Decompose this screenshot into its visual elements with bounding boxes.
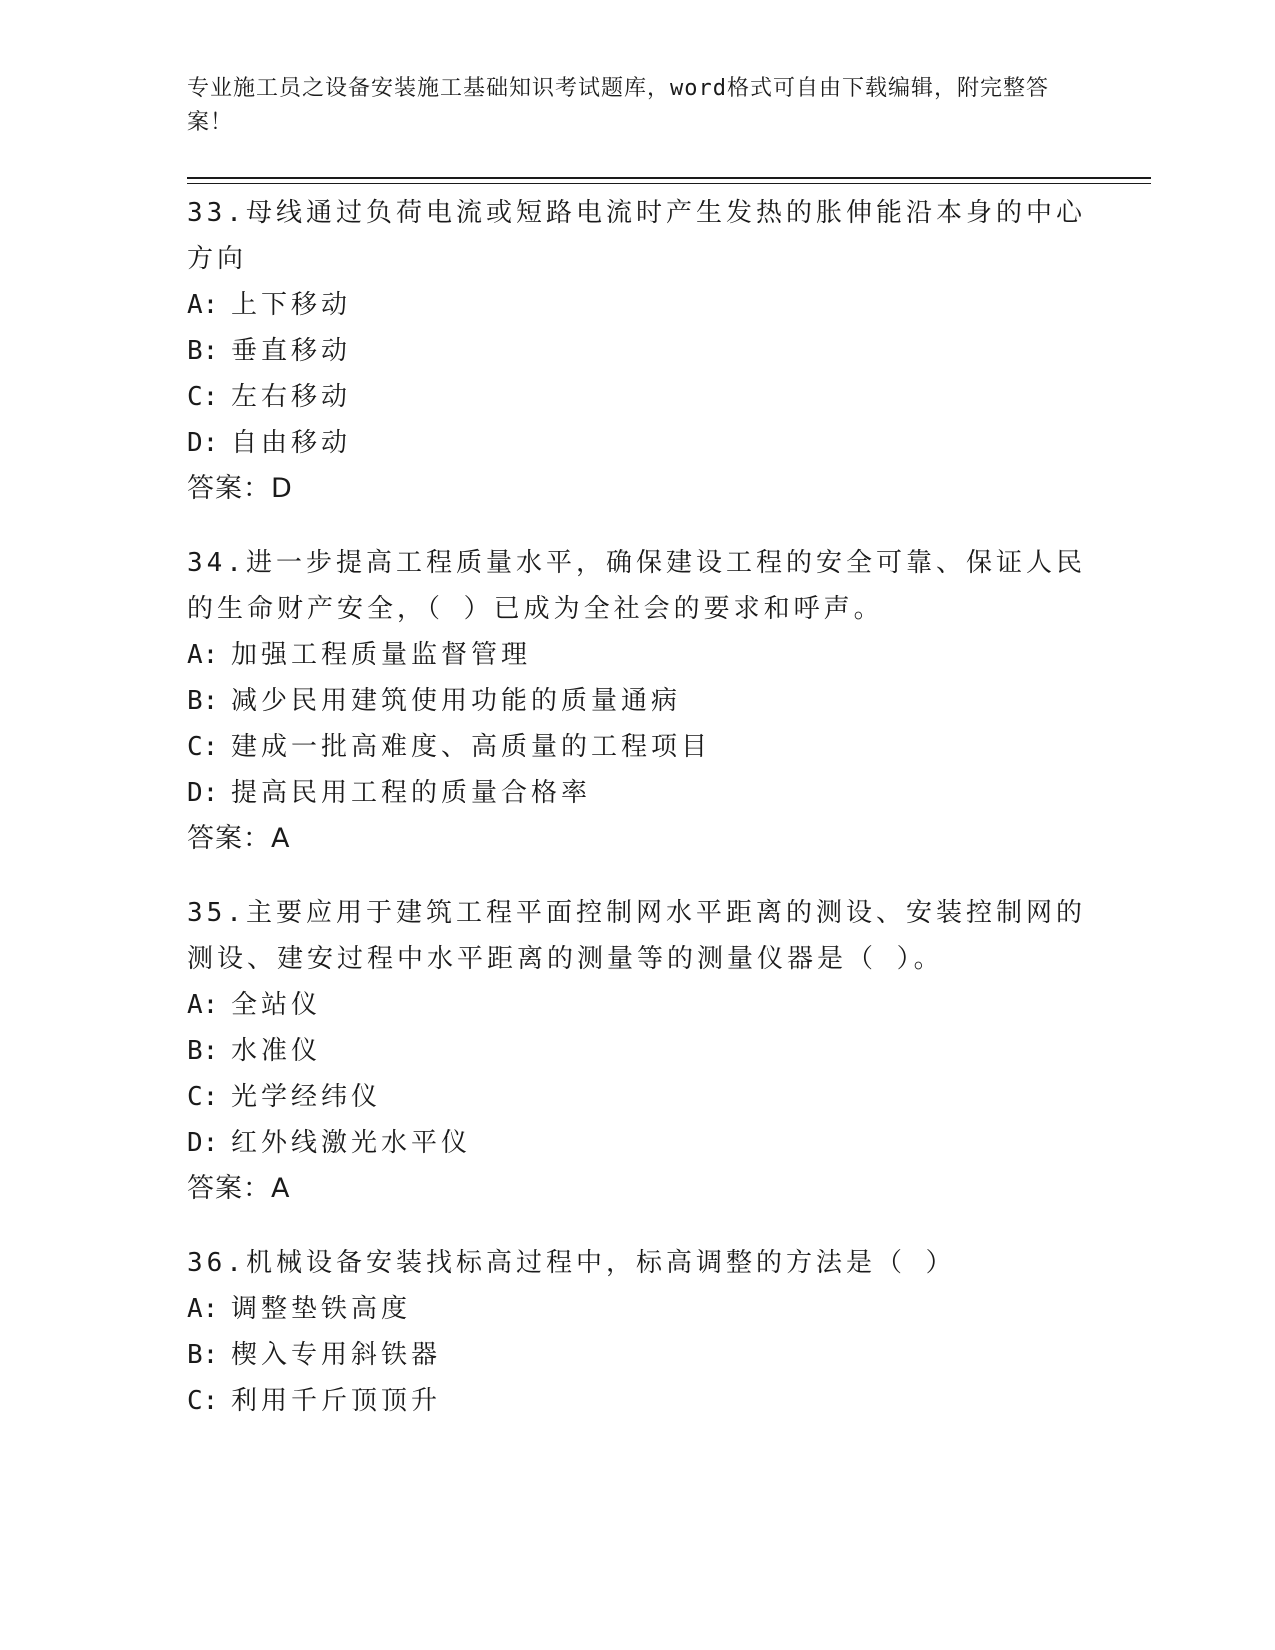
option-text: 减少民用建筑使用功能的质量通病 [231, 686, 682, 716]
option-text: 建成一批高难度、高质量的工程项目 [231, 732, 712, 762]
option-c [187, 1378, 1087, 1424]
question-list [187, 190, 1087, 1452]
option-b [187, 328, 1087, 374]
question-36 [187, 1240, 1087, 1424]
option-b [187, 678, 1087, 724]
option-text: 加强工程质量监督管理 [231, 640, 532, 670]
option-letter: B: [187, 336, 219, 366]
option-text: 全站仪 [231, 990, 322, 1020]
header-rule-thick [187, 177, 1151, 179]
option-letter: A: [187, 1294, 219, 1324]
question-34 [187, 540, 1087, 862]
question-stem: 36.机械设备安装找标高过程中，标高调整的方法是（ ） [187, 1248, 956, 1278]
option-letter: C: [187, 1082, 219, 1112]
option-letter: C: [187, 1386, 219, 1416]
option-c [187, 374, 1087, 420]
option-letter: A: [187, 640, 219, 670]
question-35 [187, 890, 1087, 1212]
answer-line: 答案：A [187, 1173, 291, 1204]
option-text: 水准仪 [231, 1036, 322, 1066]
question-stem: 34.进一步提高工程质量水平，确保建设工程的安全可靠、保证人民的生命财产安全，（ ）已成为全社会的要求和呼声。 [187, 548, 1086, 624]
answer-line: 答案：D [187, 473, 293, 504]
document-header: 专业施工员之设备安装施工基础知识考试题库，word格式可自由下载编辑，附完整答案！ [187, 76, 1049, 135]
option-a [187, 632, 1087, 678]
option-a [187, 982, 1087, 1028]
option-d [187, 770, 1087, 816]
option-text: 调整垫铁高度 [231, 1294, 412, 1324]
option-text: 自由移动 [231, 428, 352, 458]
option-text: 上下移动 [231, 290, 352, 320]
option-b [187, 1332, 1087, 1378]
header-rule-thin [187, 183, 1151, 184]
option-letter: B: [187, 1340, 219, 1370]
option-b [187, 1028, 1087, 1074]
question-33 [187, 190, 1087, 512]
option-d [187, 420, 1087, 466]
answer-line: 答案：A [187, 823, 291, 854]
option-text: 提高民用工程的质量合格率 [231, 778, 592, 808]
option-letter: B: [187, 686, 219, 716]
option-letter: D: [187, 778, 219, 808]
option-text: 楔入专用斜铁器 [231, 1340, 442, 1370]
question-stem: 35.主要应用于建筑工程平面控制网水平距离的测设、安装控制网的测设、建安过程中水平距离的测量等的测量仪器是（ ）。 [187, 898, 1086, 974]
option-text: 利用千斤顶顶升 [231, 1386, 442, 1416]
option-text: 垂直移动 [231, 336, 352, 366]
option-letter: C: [187, 382, 219, 412]
option-c [187, 1074, 1087, 1120]
option-text: 红外线激光水平仪 [231, 1128, 472, 1158]
option-letter: A: [187, 990, 219, 1020]
option-text: 光学经纬仪 [231, 1082, 382, 1112]
question-stem: 33.母线通过负荷电流或短路电流时产生发热的胀伸能沿本身的中心方向 [187, 198, 1086, 274]
option-d [187, 1120, 1087, 1166]
option-text: 左右移动 [231, 382, 352, 412]
option-letter: B: [187, 1036, 219, 1066]
option-letter: C: [187, 732, 219, 762]
option-c [187, 724, 1087, 770]
option-letter: A: [187, 290, 219, 320]
option-a [187, 1286, 1087, 1332]
option-letter: D: [187, 428, 219, 458]
option-a [187, 282, 1087, 328]
option-letter: D: [187, 1128, 219, 1158]
